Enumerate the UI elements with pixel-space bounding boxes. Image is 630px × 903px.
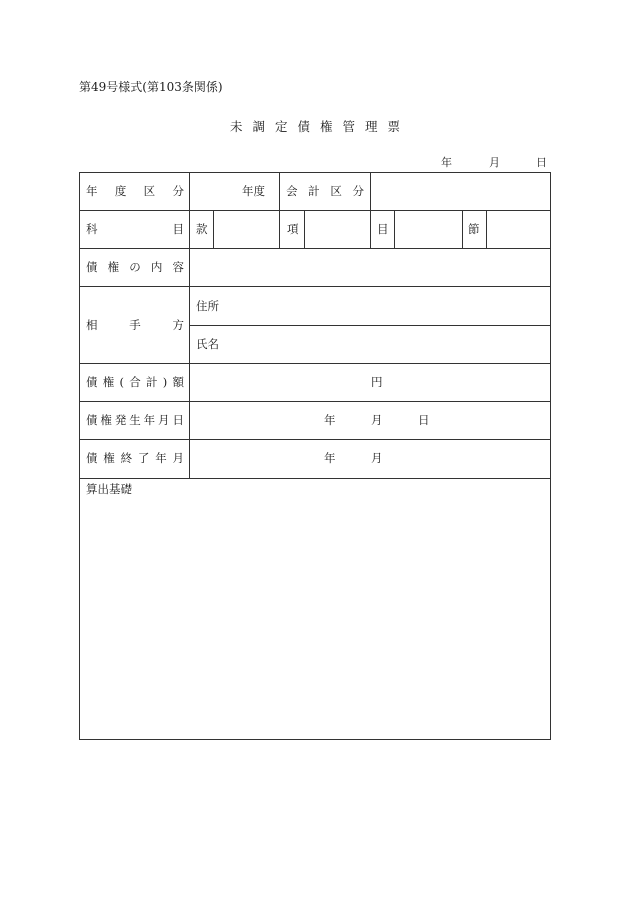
end-month-label-char: 終 bbox=[120, 451, 133, 465]
occurrence-date-label-char: 生 bbox=[129, 413, 141, 427]
column-divider bbox=[486, 210, 487, 248]
counterparty-label bbox=[86, 320, 184, 332]
column-divider bbox=[462, 210, 463, 248]
end-month-label-char: 了 bbox=[137, 451, 150, 465]
debt-content-label-char: の bbox=[129, 260, 141, 274]
form-number: 第49号様式(第103条関係) bbox=[79, 80, 223, 94]
row-divider bbox=[189, 325, 550, 326]
column-divider bbox=[213, 210, 214, 248]
end-month-label-char: 権 bbox=[103, 451, 115, 465]
end-year: 年 bbox=[324, 451, 336, 465]
setsu-label: 節 bbox=[468, 222, 480, 236]
accounting-division-label-char: 計 bbox=[308, 184, 320, 198]
yen-unit: 円 bbox=[371, 375, 383, 389]
occurrence-month: 月 bbox=[371, 413, 383, 427]
address-label: 住所 bbox=[196, 299, 219, 313]
row-divider bbox=[80, 439, 550, 440]
counterparty-label-char: 相 bbox=[86, 318, 98, 332]
occurrence-date-label-char: 年 bbox=[143, 413, 156, 427]
kan-label: 款 bbox=[196, 222, 208, 236]
column-divider bbox=[370, 210, 371, 248]
fiscal-year-label-char: 区 bbox=[143, 184, 156, 198]
occurrence-day: 日 bbox=[418, 413, 430, 427]
occurrence-date-label bbox=[86, 415, 184, 427]
calculation-basis-label: 算出基礎 bbox=[86, 482, 132, 496]
column-divider bbox=[279, 173, 280, 210]
end-month-label-char: 債 bbox=[86, 451, 98, 465]
row-divider bbox=[80, 286, 550, 287]
kou-label: 項 bbox=[287, 222, 299, 236]
end-month: 月 bbox=[371, 451, 383, 465]
subject-label-char: 科 bbox=[86, 222, 98, 236]
header-year-label: 年 bbox=[441, 156, 452, 169]
counterparty-label-char: 方 bbox=[172, 318, 184, 332]
debt-content-label-char: 内 bbox=[150, 260, 163, 274]
header-day-label: 日 bbox=[536, 156, 547, 169]
moku-label: 目 bbox=[377, 222, 389, 236]
debt-management-table bbox=[79, 172, 551, 740]
end-month-label bbox=[86, 453, 184, 465]
subject-label-char: 目 bbox=[172, 222, 184, 236]
accounting-division-label-char: 会 bbox=[286, 184, 298, 198]
accounting-division-field[interactable] bbox=[376, 179, 546, 205]
fiscal-year-label-char: 度 bbox=[114, 184, 127, 198]
occurrence-date-label-char: 月 bbox=[158, 413, 170, 427]
debt-amount-label-char: 権 bbox=[102, 375, 115, 389]
debt-content-label-char: 債 bbox=[86, 260, 98, 274]
label-column-divider bbox=[189, 173, 190, 478]
fiscal-year-suffix: 年度 bbox=[242, 184, 265, 198]
debt-amount-label-char: 合 bbox=[129, 375, 141, 389]
debt-amount-label-char: 債 bbox=[86, 375, 98, 389]
subject-label bbox=[86, 224, 184, 236]
debt-content-label-char: 権 bbox=[107, 260, 120, 274]
debt-amount-label-char: ( bbox=[119, 375, 124, 389]
header-month-label: 月 bbox=[489, 156, 500, 169]
occurrence-date-label-char: 日 bbox=[172, 413, 184, 427]
accounting-division-label bbox=[286, 186, 364, 198]
column-divider bbox=[279, 210, 280, 248]
row-divider bbox=[80, 210, 550, 211]
end-month-label-char: 年 bbox=[155, 451, 167, 465]
name-label: 氏名 bbox=[196, 337, 219, 351]
occurrence-date-label-char: 債 bbox=[86, 413, 98, 427]
fiscal-year-label-char: 分 bbox=[172, 184, 184, 198]
occurrence-date-label-char: 権 bbox=[100, 413, 112, 427]
debt-content-label bbox=[86, 262, 184, 274]
debt-amount-label-char: 額 bbox=[172, 375, 184, 389]
document-title: 未調定債権管理票 bbox=[229, 119, 410, 134]
accounting-division-label-char: 区 bbox=[330, 184, 342, 198]
debt-amount-label-char: 計 bbox=[146, 375, 158, 389]
fiscal-year-label-char: 年 bbox=[86, 184, 98, 198]
row-divider bbox=[80, 478, 550, 479]
row-divider bbox=[80, 401, 550, 402]
fiscal-year-label bbox=[86, 186, 184, 198]
column-divider bbox=[394, 210, 395, 248]
debt-amount-label bbox=[86, 377, 184, 389]
column-divider bbox=[304, 210, 305, 248]
counterparty-label-char: 手 bbox=[129, 318, 141, 332]
debt-content-label-char: 容 bbox=[172, 260, 184, 274]
accounting-division-label-char: 分 bbox=[352, 184, 364, 198]
column-divider bbox=[370, 173, 371, 210]
row-divider bbox=[80, 248, 550, 249]
occurrence-year: 年 bbox=[324, 413, 336, 427]
debt-amount-label-char: ) bbox=[162, 375, 168, 389]
occurrence-date-label-char: 発 bbox=[114, 413, 127, 427]
row-divider bbox=[80, 363, 550, 364]
end-month-label-char: 月 bbox=[172, 451, 184, 465]
